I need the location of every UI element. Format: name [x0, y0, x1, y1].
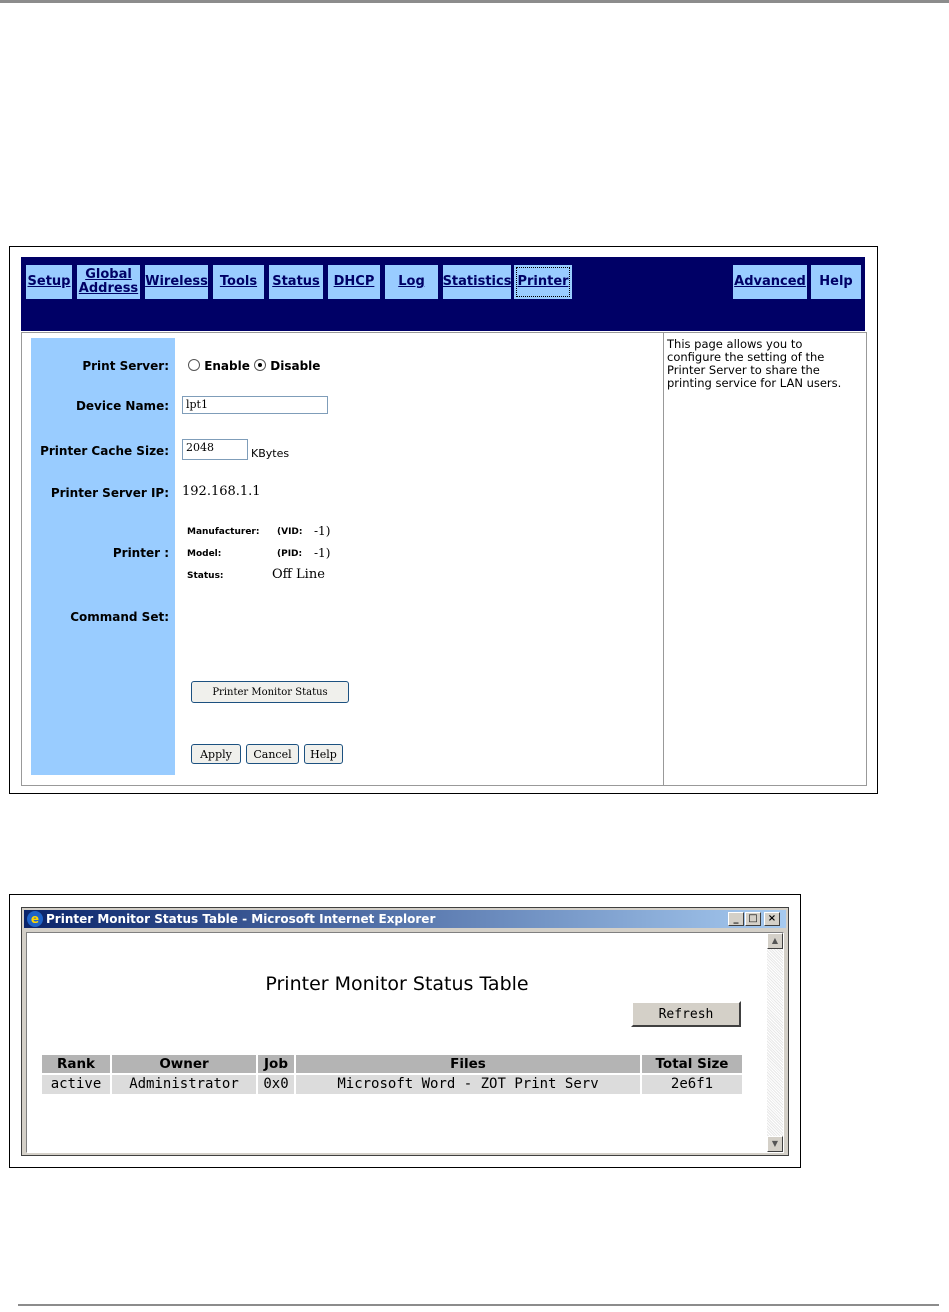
close-icon[interactable]: ×	[764, 912, 780, 926]
table-cell: Microsoft Word - ZOT Print Serv	[296, 1075, 640, 1094]
top-nav-bar	[21, 257, 865, 331]
status-value: Off Line	[272, 567, 325, 582]
ie-popup-screenshot	[9, 894, 801, 1168]
table-cell: active	[42, 1075, 110, 1094]
server-ip-value: 192.168.1.1	[182, 484, 261, 499]
nav-log[interactable]: Log	[385, 265, 438, 299]
cache-size-unit: KBytes	[251, 447, 290, 460]
column-header: Total Size	[642, 1055, 742, 1073]
printer-monitor-status-button[interactable]: Printer Monitor Status	[191, 681, 349, 703]
command-set-label: Command Set:	[70, 610, 169, 624]
print-server-radio-group	[188, 359, 320, 373]
nav-wireless[interactable]: Wireless	[145, 265, 208, 299]
table-header-row	[42, 1055, 742, 1073]
nav-status[interactable]: Status	[269, 265, 323, 299]
server-ip-label: Printer Server IP:	[50, 486, 169, 500]
table-cell: 0x0	[258, 1075, 294, 1094]
scroll-up-icon[interactable]: ▲	[767, 933, 783, 949]
nav-tools[interactable]: Tools	[213, 265, 264, 299]
ie-logo-icon: e	[27, 911, 43, 927]
enable-label: Enable	[204, 359, 250, 373]
column-header: Rank	[42, 1055, 110, 1073]
ie-title-bar	[24, 910, 786, 928]
cache-size-input[interactable]: 2048	[182, 439, 248, 460]
refresh-button[interactable]: Refresh	[631, 1001, 741, 1027]
nav-advanced[interactable]: Advanced	[733, 265, 807, 299]
ie-window	[21, 907, 789, 1156]
router-printer-screenshot	[9, 246, 878, 794]
nav-help[interactable]: Help	[811, 265, 861, 299]
table-row	[42, 1075, 742, 1094]
cache-size-label: Printer Cache Size:	[40, 444, 169, 458]
disable-label: Disable	[270, 359, 321, 373]
minimize-icon[interactable]: _	[728, 912, 744, 926]
printer-settings-panel	[21, 332, 867, 786]
column-header: Job	[258, 1055, 294, 1073]
table-cell: 2e6f1	[642, 1075, 742, 1094]
cancel-button[interactable]: Cancel	[246, 744, 299, 764]
nav-setup[interactable]: Setup	[26, 265, 72, 299]
pid-value: -1)	[314, 546, 331, 560]
top-rule	[0, 0, 949, 3]
printer-status-table	[40, 1053, 744, 1096]
pid-label: (PID:	[277, 549, 303, 559]
vertical-scrollbar[interactable]	[767, 933, 783, 1152]
printer-label: Printer :	[112, 546, 169, 560]
vid-value: -1)	[314, 524, 331, 538]
nav-dhcp[interactable]: DHCP	[328, 265, 380, 299]
maximize-icon[interactable]: □	[745, 912, 761, 926]
manufacturer-label: Manufacturer:	[187, 527, 260, 537]
ie-window-title: Printer Monitor Status Table - Microsoft Internet Explorer	[46, 912, 436, 926]
nav-global-address[interactable]: Global Address	[77, 265, 140, 299]
bottom-rule	[18, 1304, 939, 1306]
status-table-heading: Printer Monitor Status Table	[265, 973, 529, 995]
nav-printer[interactable]: Printer	[514, 265, 572, 299]
table-cell: Administrator	[112, 1075, 256, 1094]
enable-radio[interactable]	[188, 359, 200, 371]
column-header: Files	[296, 1055, 640, 1073]
help-description: This page allows you to configure the setting of the Printer Server to share the printing service for LAN users.	[667, 337, 842, 390]
scroll-down-icon[interactable]: ▼	[767, 1136, 783, 1152]
disable-radio[interactable]	[254, 359, 266, 371]
ie-content-area	[26, 932, 784, 1153]
model-label: Model:	[187, 549, 222, 559]
nav-statistics[interactable]: Statistics	[443, 265, 511, 299]
status-label: Status:	[187, 571, 224, 581]
column-header: Owner	[112, 1055, 256, 1073]
apply-button[interactable]: Apply	[191, 744, 241, 764]
device-name-input[interactable]: lpt1	[182, 396, 328, 414]
column-divider	[663, 333, 664, 785]
help-button[interactable]: Help	[304, 744, 343, 764]
vid-label: (VID:	[277, 527, 303, 537]
device-name-label: Device Name:	[75, 399, 169, 413]
print-server-label: Print Server:	[82, 359, 169, 373]
